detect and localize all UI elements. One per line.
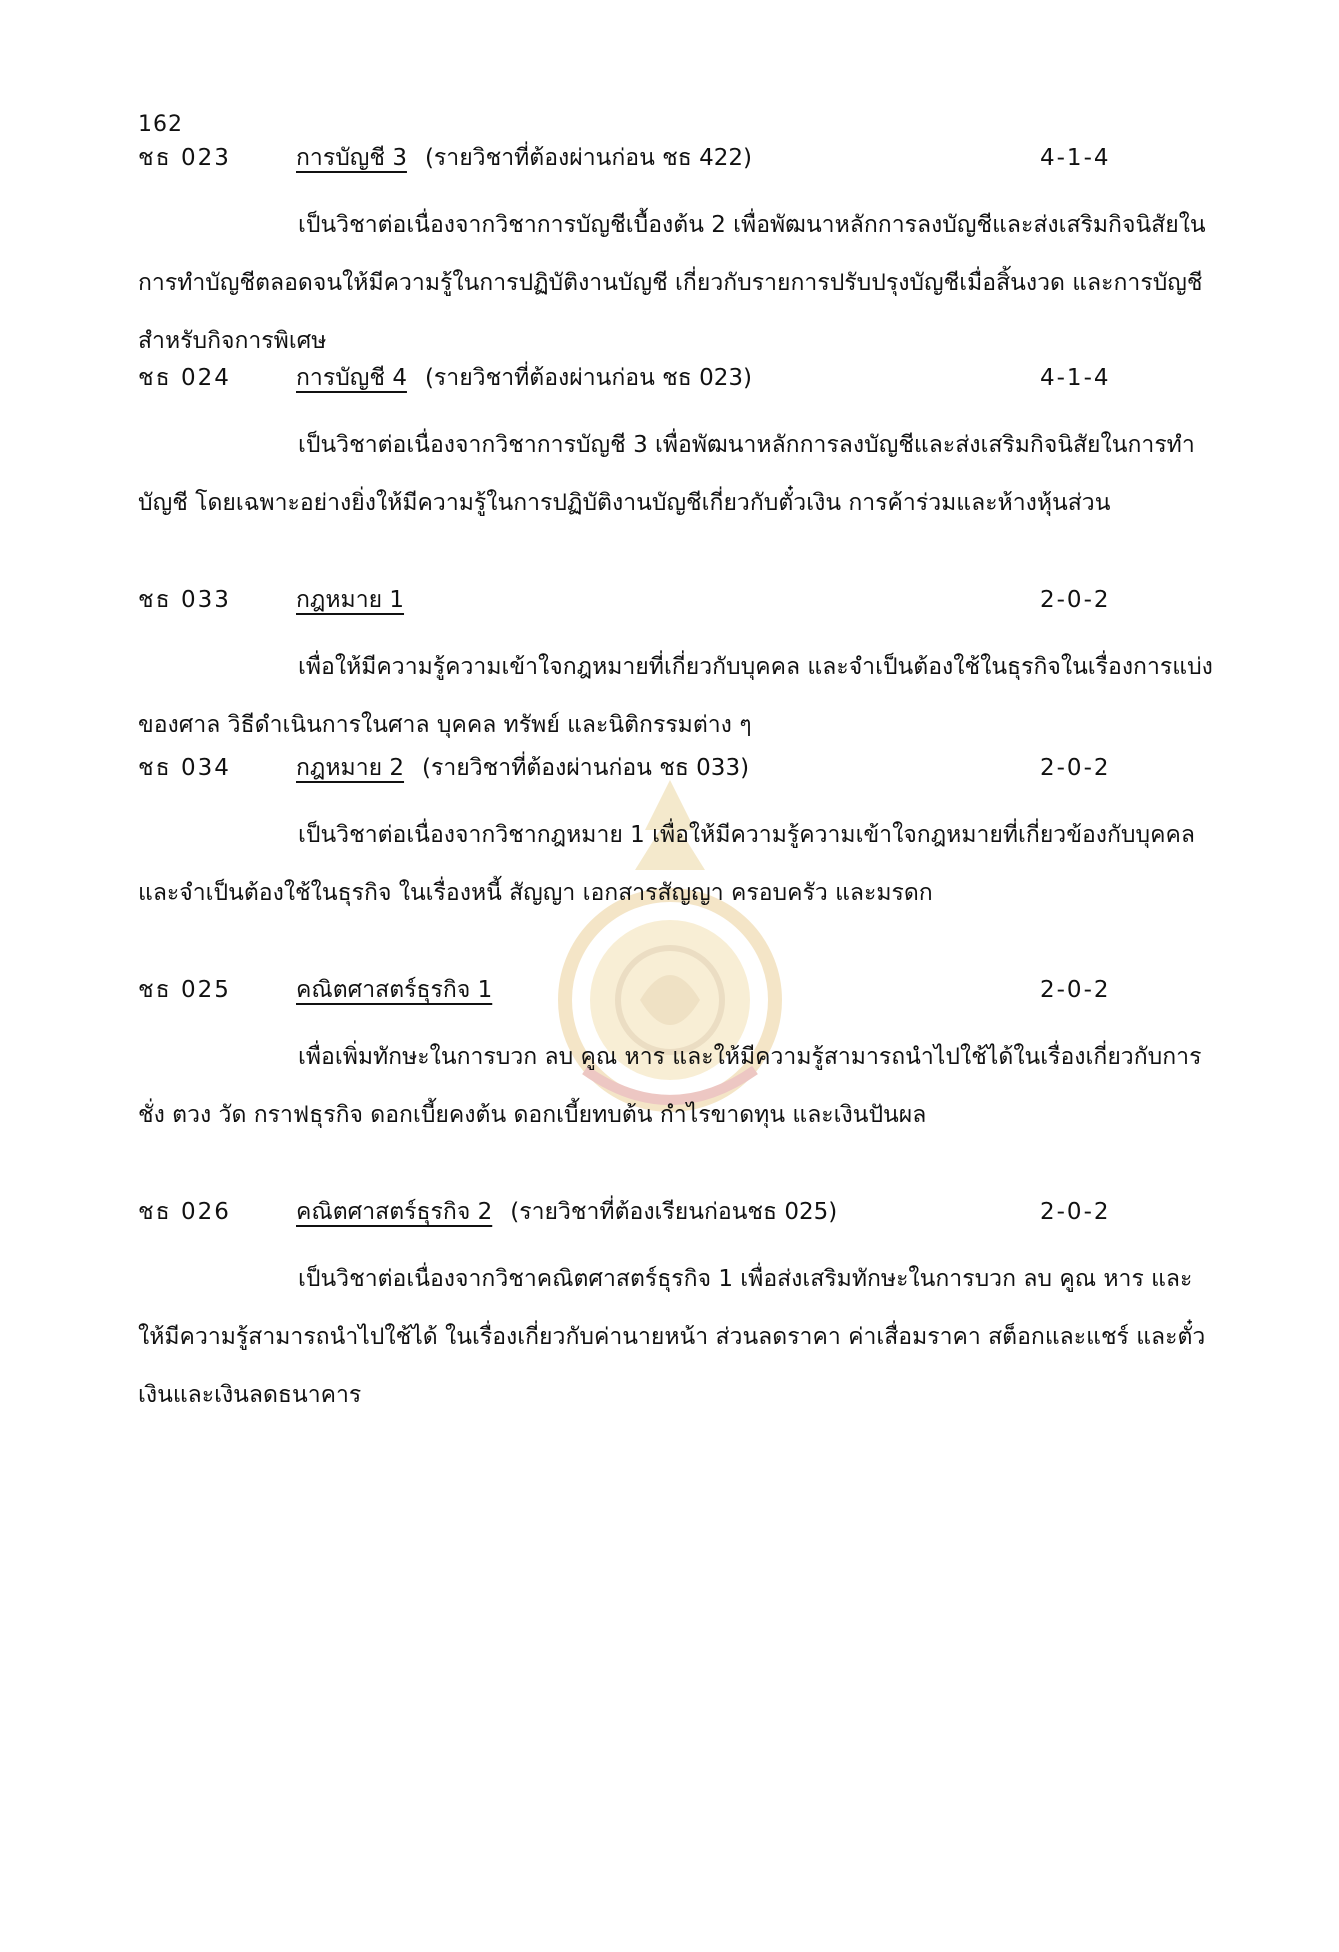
course-header <box>0 358 1339 398</box>
course-name: คณิตศาสตร์ธุรกิจ 1 <box>296 977 493 1003</box>
course-title <box>296 580 422 620</box>
course-entry <box>0 358 1339 532</box>
course-description: เป็นวิชาต่อเนื่องจากวิชาการบัญชี 3 เพื่อพัฒนาหลักการลงบัญชีและส่งเสริมกิจนิสัยในการทำบัญชี โดยเฉพาะอย่างยิ่งให้มีความรู้ในการปฏิบัติงานบัญชีเกี่ยวกับตั๋วเงิน การค้าร่วมและห้างหุ้นส่วน <box>138 432 1195 516</box>
course-name: การบัญชี 4 <box>296 365 407 391</box>
course-code: ชธ 033 <box>138 587 231 613</box>
course-entry <box>0 748 1339 922</box>
course-entry <box>0 138 1339 370</box>
course-header <box>0 138 1339 178</box>
course-description: เป็นวิชาต่อเนื่องจากวิชาคณิตศาสตร์ธุรกิจ 1 เพื่อส่งเสริมทักษะในการบวก ลบ คูณ หาร และให้มีความรู้สามารถนำไปใช้ได้ ในเรื่องเกี่ยวกับค่านายหน้า ส่วนลดราคา ค่าเสื่อมราคา สต็อกและแชร์ และตั๋วเงินและเงินลดธนาคาร <box>138 1266 1206 1408</box>
course-prerequisite: (รายวิชาที่ต้องผ่านก่อน ชธ 023) <box>424 365 752 391</box>
course-title <box>296 138 752 178</box>
course-code: ชธ 025 <box>138 977 231 1003</box>
course-description: เพื่อเพิ่มทักษะในการบวก ลบ คูณ หาร และให้มีความรู้สามารถนำไปใช้ได้ในเรื่องเกี่ยวกับการชั่ง ตวง วัด กราฟธุรกิจ ดอกเบี้ยคงต้น ดอกเบี้ยทบต้น กำไรขาดทุน และเงินปันผล <box>138 1044 1202 1128</box>
course-credits: 4-1-4 <box>1040 365 1111 391</box>
course-title <box>296 970 510 1010</box>
course-entry <box>0 580 1339 754</box>
course-credits: 2-0-2 <box>1040 1199 1111 1225</box>
course-entry <box>0 1192 1339 1424</box>
course-name: การบัญชี 3 <box>296 145 407 171</box>
course-description: เป็นวิชาต่อเนื่องจากวิชาการบัญชีเบื้องต้น 2 เพื่อพัฒนาหลักการลงบัญชีและส่งเสริมกิจนิสัยในการทำบัญชีตลอดจนให้มีความรู้ในการปฏิบัติงานบัญชี เกี่ยวกับรายการปรับปรุงบัญชีเมื่อสิ้นงวด และการบัญชีสำหรับกิจการพิเศษ <box>138 212 1206 354</box>
course-entry <box>0 970 1339 1144</box>
course-credits: 2-0-2 <box>1040 587 1111 613</box>
course-description: เพื่อให้มีความรู้ความเข้าใจกฎหมายที่เกี่ยวกับบุคคล และจำเป็นต้องใช้ในธุรกิจในเรื่องการแบ่งของศาล วิธีดำเนินการในศาล บุคคล ทรัพย์ และนิติกรรมต่าง ๆ <box>138 654 1213 738</box>
course-prerequisite: (รายวิชาที่ต้องผ่านก่อน ชธ 033) <box>422 755 750 781</box>
course-prerequisite: (รายวิชาที่ต้องผ่านก่อน ชธ 422) <box>424 145 752 171</box>
course-credits: 2-0-2 <box>1040 977 1111 1003</box>
course-name: กฎหมาย 2 <box>296 755 405 781</box>
course-title <box>296 1192 837 1232</box>
course-code: ชธ 024 <box>138 365 231 391</box>
course-description: เป็นวิชาต่อเนื่องจากวิชากฎหมาย 1 เพื่อให้มีความรู้ความเข้าใจกฎหมายที่เกี่ยวข้องกับบุคคล และจำเป็นต้องใช้ในธุรกิจ ในเรื่องหนี้ สัญญา เอกสารสัญญา ครอบครัว และมรดก <box>138 822 1195 906</box>
course-header <box>0 970 1339 1010</box>
course-code: ชธ 026 <box>138 1199 231 1225</box>
course-title <box>296 358 752 398</box>
course-name: คณิตศาสตร์ธุรกิจ 2 <box>296 1199 493 1225</box>
course-code: ชธ 023 <box>138 145 231 171</box>
course-header <box>0 1192 1339 1232</box>
course-prerequisite: (รายวิชาที่ต้องเรียนก่อนชธ 025) <box>510 1199 838 1225</box>
page-number: 162 <box>138 112 183 137</box>
course-credits: 2-0-2 <box>1040 755 1111 781</box>
course-header <box>0 580 1339 620</box>
course-credits: 4-1-4 <box>1040 145 1111 171</box>
course-name: กฎหมาย 1 <box>296 587 405 613</box>
course-title <box>296 748 749 788</box>
course-code: ชธ 034 <box>138 755 231 781</box>
course-header <box>0 748 1339 788</box>
